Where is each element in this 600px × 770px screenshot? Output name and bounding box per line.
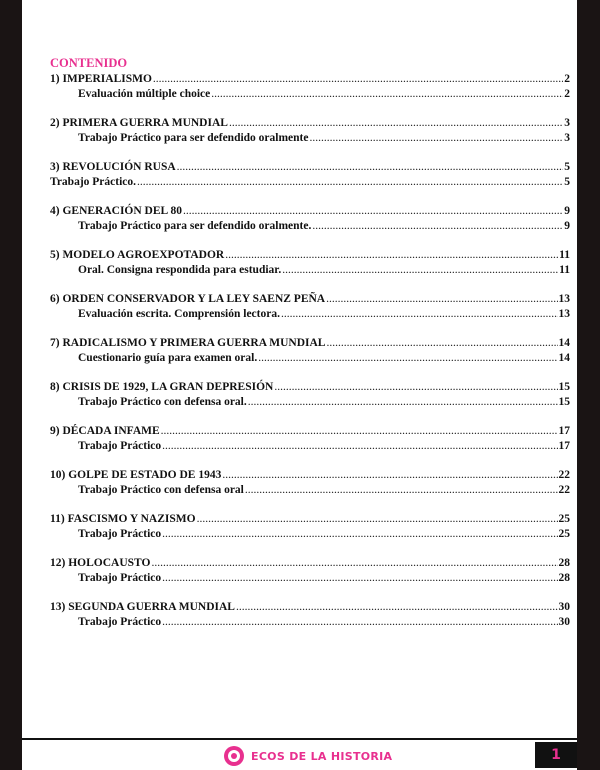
toc-subentry-line[interactable] xyxy=(50,87,570,102)
subentry-page-number: 22 xyxy=(558,484,570,496)
chapter-page-number: 3 xyxy=(564,117,570,129)
subentry-title: Evaluación múltiple choice xyxy=(78,88,211,100)
dot-leader xyxy=(151,556,557,571)
subentry-title: Evaluación escrita. Comprensión lectora. xyxy=(78,308,280,320)
toc-subentry-line[interactable] xyxy=(50,131,570,146)
toc-chapter-line[interactable] xyxy=(50,600,570,615)
subentry-page-number: 5 xyxy=(564,176,570,188)
subentry-title: Trabajo Práctico para ser defendido oralmente. xyxy=(78,220,312,232)
footer-divider xyxy=(22,738,577,740)
chapter-title: 11) FASCISMO Y NAZISMO xyxy=(50,513,196,525)
subentry-title: Trabajo Práctico con defensa oral xyxy=(78,484,244,496)
page-number: 1 xyxy=(551,747,561,763)
subentry-title: Trabajo Práctico xyxy=(78,572,162,584)
subentry-title: Trabajo Práctico xyxy=(78,528,162,540)
toc-entry-13 xyxy=(50,600,570,630)
toc-chapter-line[interactable] xyxy=(50,424,570,439)
subentry-page-number: 30 xyxy=(558,616,570,628)
toc-subentry-line[interactable] xyxy=(50,439,570,454)
dot-leader xyxy=(162,615,557,630)
dot-leader xyxy=(248,395,558,410)
toc-chapter-line[interactable] xyxy=(50,248,570,263)
dot-leader xyxy=(326,336,557,351)
toc-entry-12 xyxy=(50,556,570,586)
subentry-title: Trabajo Práctico para ser defendido oralmente xyxy=(78,132,309,144)
toc-chapter-line[interactable] xyxy=(50,72,570,87)
dot-leader xyxy=(153,72,563,87)
toc-entry-2 xyxy=(50,116,570,146)
toc-chapter-line[interactable] xyxy=(50,292,570,307)
chapter-title: 6) ORDEN CONSERVADOR Y LA LEY SAENZ PEÑA xyxy=(50,293,326,305)
subentry-page-number: 13 xyxy=(558,308,570,320)
toc-entry-8 xyxy=(50,380,570,410)
dot-leader xyxy=(137,175,563,190)
subentry-title: Trabajo Práctico xyxy=(78,616,162,628)
chapter-page-number: 17 xyxy=(558,425,570,437)
dot-leader xyxy=(162,439,557,454)
footer-brand xyxy=(224,744,392,768)
toc-entry-10 xyxy=(50,468,570,498)
toc-chapter-line[interactable] xyxy=(50,116,570,131)
toc-entry-3 xyxy=(50,160,570,190)
dot-leader xyxy=(236,600,558,615)
chapter-title: 4) GENERACIÓN DEL 80 xyxy=(50,205,182,217)
toc-entry-6 xyxy=(50,292,570,322)
page-footer xyxy=(22,742,577,770)
toc-chapter-line[interactable] xyxy=(50,512,570,527)
dot-leader xyxy=(222,468,557,483)
subentry-title: Trabajo Práctico xyxy=(78,440,162,452)
dot-leader xyxy=(310,131,564,146)
chapter-page-number: 9 xyxy=(564,205,570,217)
chapter-page-number: 2 xyxy=(564,73,570,85)
dot-leader xyxy=(258,351,557,366)
toc-subentry-line[interactable] xyxy=(50,527,570,542)
chapter-title: 8) CRISIS DE 1929, LA GRAN DEPRESIÓN xyxy=(50,381,274,393)
toc-entry-1 xyxy=(50,72,570,102)
chapter-page-number: 13 xyxy=(558,293,570,305)
toc-entry-7 xyxy=(50,336,570,366)
toc-chapter-line[interactable] xyxy=(50,160,570,175)
chapter-title: 3) REVOLUCIÓN RUSA xyxy=(50,161,176,173)
dot-leader xyxy=(211,87,563,102)
toc-chapter-line[interactable] xyxy=(50,556,570,571)
subentry-page-number: 25 xyxy=(558,528,570,540)
toc-subentry-line[interactable] xyxy=(50,571,570,586)
toc-chapter-line[interactable] xyxy=(50,380,570,395)
chapter-title: 13) SEGUNDA GUERRA MUNDIAL xyxy=(50,601,235,613)
toc-entry-9 xyxy=(50,424,570,454)
subentry-page-number: 9 xyxy=(564,220,570,232)
chapter-title: 5) MODELO AGROEXPOTADOR xyxy=(50,249,225,261)
subentry-page-number: 17 xyxy=(558,440,570,452)
dot-leader xyxy=(281,307,558,322)
chapter-title: 10) GOLPE DE ESTADO DE 1943 xyxy=(50,469,222,481)
dot-leader xyxy=(274,380,557,395)
toc-subentry-line[interactable] xyxy=(50,615,570,630)
toc-heading: CONTENIDO xyxy=(50,56,128,70)
subentry-page-number: 2 xyxy=(564,88,570,100)
toc-subentry-line[interactable] xyxy=(50,263,570,278)
toc-subentry-line[interactable] xyxy=(50,395,570,410)
page-number-box xyxy=(535,742,577,768)
dot-leader xyxy=(282,263,558,278)
toc-subentry-line[interactable] xyxy=(50,483,570,498)
brand-name: ECOS DE LA HISTORIA xyxy=(251,749,393,763)
dot-leader xyxy=(326,292,557,307)
dot-leader xyxy=(197,512,558,527)
chapter-page-number: 22 xyxy=(558,469,570,481)
chapter-title: 1) IMPERIALISMO xyxy=(50,73,152,85)
dot-leader xyxy=(312,219,563,234)
chapter-title: 9) DÉCADA INFAME xyxy=(50,425,160,437)
chapter-title: 7) RADICALISMO Y PRIMERA GUERRA MUNDIAL xyxy=(50,337,326,349)
dot-leader xyxy=(245,483,558,498)
chapter-page-number: 14 xyxy=(558,337,570,349)
chapter-page-number: 25 xyxy=(558,513,570,525)
chapter-page-number: 15 xyxy=(558,381,570,393)
toc-entry-4 xyxy=(50,204,570,234)
subentry-page-number: 3 xyxy=(564,132,570,144)
subentry-title: Oral. Consigna respondida para estudiar. xyxy=(78,264,282,276)
subentry-page-number: 11 xyxy=(559,264,570,276)
chapter-page-number: 30 xyxy=(558,601,570,613)
chapter-page-number: 28 xyxy=(558,557,570,569)
toc-entry-11 xyxy=(50,512,570,542)
toc-subentry-line[interactable] xyxy=(50,175,570,190)
subentry-title: Trabajo Práctico con defensa oral. xyxy=(78,396,247,408)
subentry-title: Cuestionario guía para examen oral. xyxy=(78,352,258,364)
dot-leader xyxy=(225,248,558,263)
dot-leader xyxy=(162,527,557,542)
document-page xyxy=(22,0,577,770)
dot-leader xyxy=(162,571,557,586)
toc-subentry-line[interactable] xyxy=(50,219,570,234)
dot-leader xyxy=(183,204,563,219)
toc-entry-5 xyxy=(50,248,570,278)
toc-subentry-line[interactable] xyxy=(50,351,570,366)
toc-subentry-line[interactable] xyxy=(50,307,570,322)
toc-chapter-line[interactable] xyxy=(50,336,570,351)
chapter-page-number: 5 xyxy=(564,161,570,173)
chapter-page-number: 11 xyxy=(559,249,570,261)
subentry-title: Trabajo Práctico. xyxy=(50,176,137,188)
toc-chapter-line[interactable] xyxy=(50,468,570,483)
subentry-page-number: 14 xyxy=(558,352,570,364)
dot-leader xyxy=(229,116,563,131)
toc-chapter-line[interactable] xyxy=(50,204,570,219)
chapter-title: 12) HOLOCAUSTO xyxy=(50,557,151,569)
dot-leader xyxy=(177,160,564,175)
table-of-contents xyxy=(50,56,570,644)
chapter-title: 2) PRIMERA GUERRA MUNDIAL xyxy=(50,117,228,129)
spiral-logo-icon xyxy=(224,746,244,766)
dot-leader xyxy=(161,424,558,439)
subentry-page-number: 28 xyxy=(558,572,570,584)
subentry-page-number: 15 xyxy=(558,396,570,408)
